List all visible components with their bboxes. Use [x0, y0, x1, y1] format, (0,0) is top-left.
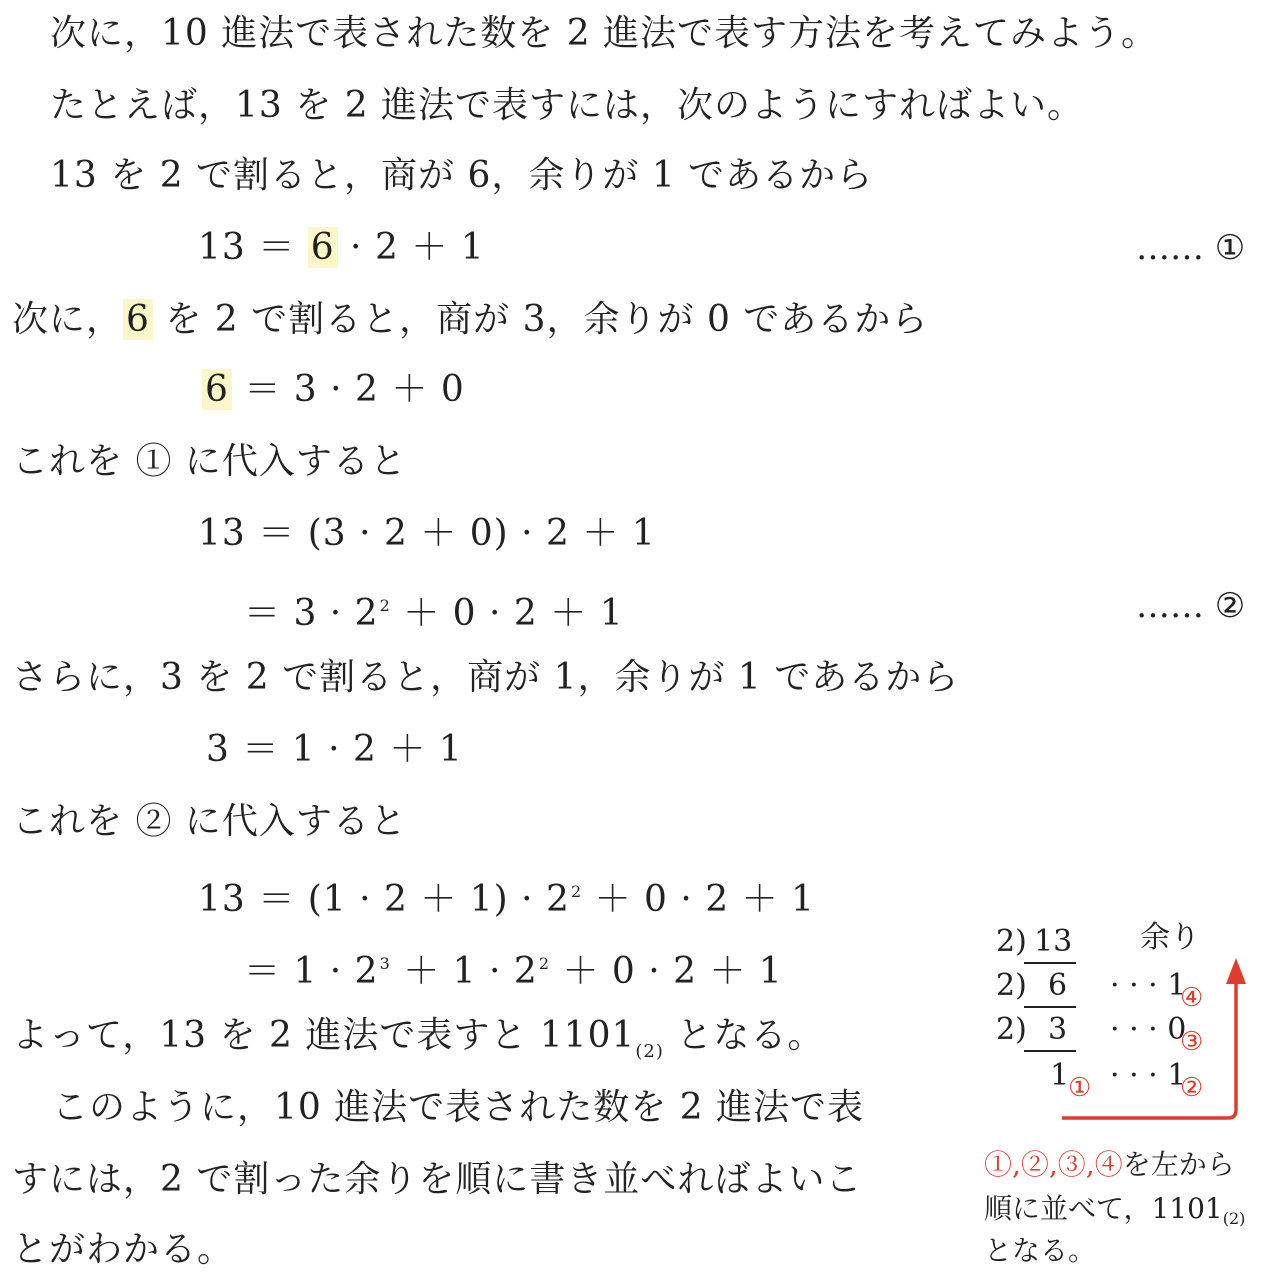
final-quotient: 1: [1050, 1058, 1070, 1093]
diagram-note-line-1: ①,②,③,④を左から: [984, 1148, 1235, 1181]
equation-1: 13 ＝ 6 · 2 ＋ 1: [198, 227, 485, 268]
equation-3: 13 ＝ (3 · 2 ＋ 0) · 2 ＋ 1: [198, 513, 656, 554]
equation-6: $13 = (1 \cdot 2 + 1) \cdot 2^2 + 0 \cdot 2 + 1$: [198, 879, 815, 920]
equation-4: ＝ $3 \cdot 2^2 + 0 \cdot 2 + 1$: [244, 593, 624, 634]
equation-5: 3 ＝ 1 · 2 ＋ 1: [206, 729, 463, 770]
remainder-header: 余り: [1140, 920, 1200, 955]
quotient-highlight: 6: [123, 299, 153, 340]
order-mark: ③: [1180, 1027, 1204, 1057]
quotient: 3: [1048, 1012, 1068, 1047]
conclusion-line-2: すには，2 で割った余りを順に書き並べればよいこ: [12, 1159, 863, 1200]
reading-order-arrow-icon: [1050, 950, 1260, 1130]
equation-ref-1: …… ①: [1136, 228, 1246, 268]
diagram-note-line-2: 順に並べて，$1101_{(2)}$: [984, 1192, 1246, 1228]
step1-text: 13 を 2 で割ると，商が 6，余りが 1 であるから: [50, 155, 874, 196]
conclusion-line-3: とがわかる。: [12, 1229, 235, 1270]
step3-text: さらに，3 を 2 で割ると，商が 1，余りが 1 であるから: [12, 657, 960, 698]
substitute-1-text: これを ① に代入すると: [12, 441, 407, 482]
dividend: 13: [1034, 924, 1073, 959]
quotient: 6: [1048, 968, 1068, 1003]
equation-ref-2: …… ②: [1136, 586, 1246, 626]
substitute-2-text: これを ② に代入すると: [12, 801, 407, 842]
result-text: よって，13 を 2 進法で表すと $1101_{(2)}$ となる。: [12, 1015, 825, 1062]
divisor: 2): [996, 1012, 1027, 1047]
equation-7: ＝ $1 \cdot 2^3 + 1 \cdot 2^2 + 0 \cdot 2 + 1$: [244, 951, 783, 992]
remainder: · · · 1: [1110, 1058, 1187, 1093]
quotient-highlight: 6: [308, 227, 338, 268]
conclusion-line-1: このように，10 進法で表された数を 2 進法で表: [52, 1087, 865, 1128]
remainder: · · · 0: [1110, 1012, 1187, 1047]
step2-text: 次に，6 を 2 で割ると，商が 3，余りが 0 であるから: [12, 299, 929, 340]
divisor: 2): [996, 924, 1027, 959]
quotient-highlight: 6: [202, 369, 232, 410]
order-mark: ②: [1180, 1073, 1204, 1103]
order-mark: ④: [1180, 983, 1204, 1013]
para-example: たとえば，13 を 2 進法で表すには，次のようにすればよい。: [50, 85, 1085, 126]
divisor: 2): [996, 968, 1027, 1003]
order-mark: ①: [1068, 1073, 1092, 1103]
para-intro: 次に，10 進法で表された数を 2 進法で表す方法を考えてみよう。: [50, 13, 1159, 54]
remainder: · · · 1: [1110, 968, 1187, 1003]
equation-2: 6 ＝ 3 · 2 ＋ 0: [202, 368, 465, 412]
diagram-note-line-3: となる。: [984, 1234, 1097, 1267]
